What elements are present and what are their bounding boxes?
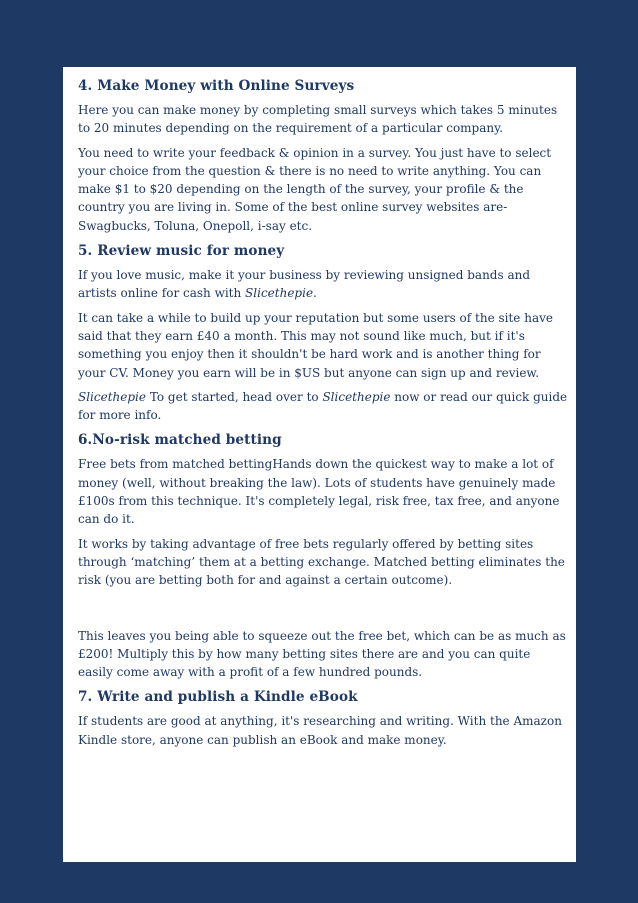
- section-matched-betting: [78, 430, 568, 681]
- section-heading: 4. Make Money with Online Surveys: [78, 78, 355, 94]
- section-review-music: [78, 241, 568, 424]
- paragraph: Free bets from matched bettingHands down the quickest way to make a lot of money (well, without breaking the law). Lots of students have genuinely made £100s from this technique. It's completely legal, risk free, tax free, and anyone can do it.: [78, 457, 560, 527]
- section-heading: 7. Write and publish a Kindle eBook: [78, 689, 358, 706]
- paragraph: You need to write your feedback & opinion in a survey. You just have to select your choice from the question & there is no need to write anything. You can make $1 to $20 depending on the length of the survey, your profile & the country you are living in. Some of the best online survey websites are- Swagbucks, Toluna, Onepoll, i-say etc.: [78, 145, 552, 233]
- paragraph-text: now or read our quick guide for more info.: [78, 389, 568, 423]
- slicethepie-name: Slicethepie: [245, 286, 314, 301]
- paragraph: This leaves you being able to squeeze out the free bet, which can be as much as £200! Multiply this by how many betting sites there are and you can quite easily come away with a profit of a few hundred pounds.: [78, 628, 566, 680]
- paragraph: It works by taking advantage of free bets regularly offered by betting sites through ‘matching’ them at a betting exchange. Matched betting eliminates the risk (you are betting both for and against a certain outcome).: [78, 536, 565, 588]
- blank-spacer: [78, 596, 568, 627]
- slicethepie-name: Slicethepie: [322, 389, 391, 404]
- paragraph-text: If you love music, make it your business by reviewing unsigned bands and artists online for cash with: [78, 268, 531, 301]
- paragraph-text: .: [313, 286, 317, 301]
- section-heading: 6.No-risk matched betting: [78, 432, 282, 449]
- paragraph: If students are good at anything, it's researching and writing. With the Amazon Kindle store, anyone can publish an eBook and make money.: [78, 714, 562, 747]
- document-content: [78, 76, 568, 755]
- paragraph: Here you can make money by completing small surveys which takes 5 minutes to 20 minutes depending on the requirement of a particular company.: [78, 103, 558, 136]
- section-kindle-ebook: [78, 687, 568, 749]
- document-page: [63, 67, 576, 862]
- section-online-surveys: [78, 76, 568, 235]
- paragraph: It can take a while to build up your reputation but some users of the site have said that they earn £40 a month. This may not sound like much, but if it's something you enjoy then it shouldn't be hard work and is another thing for your CV. Money you earn will be in $US but anyone can sign up and review.: [78, 310, 553, 380]
- paragraph: [78, 266, 568, 303]
- paragraph-text: To get started, head over to: [146, 389, 323, 404]
- slicethepie-name: Slicethepie: [78, 389, 146, 404]
- section-heading: 5. Review music for money: [78, 243, 285, 260]
- paragraph: [78, 388, 568, 425]
